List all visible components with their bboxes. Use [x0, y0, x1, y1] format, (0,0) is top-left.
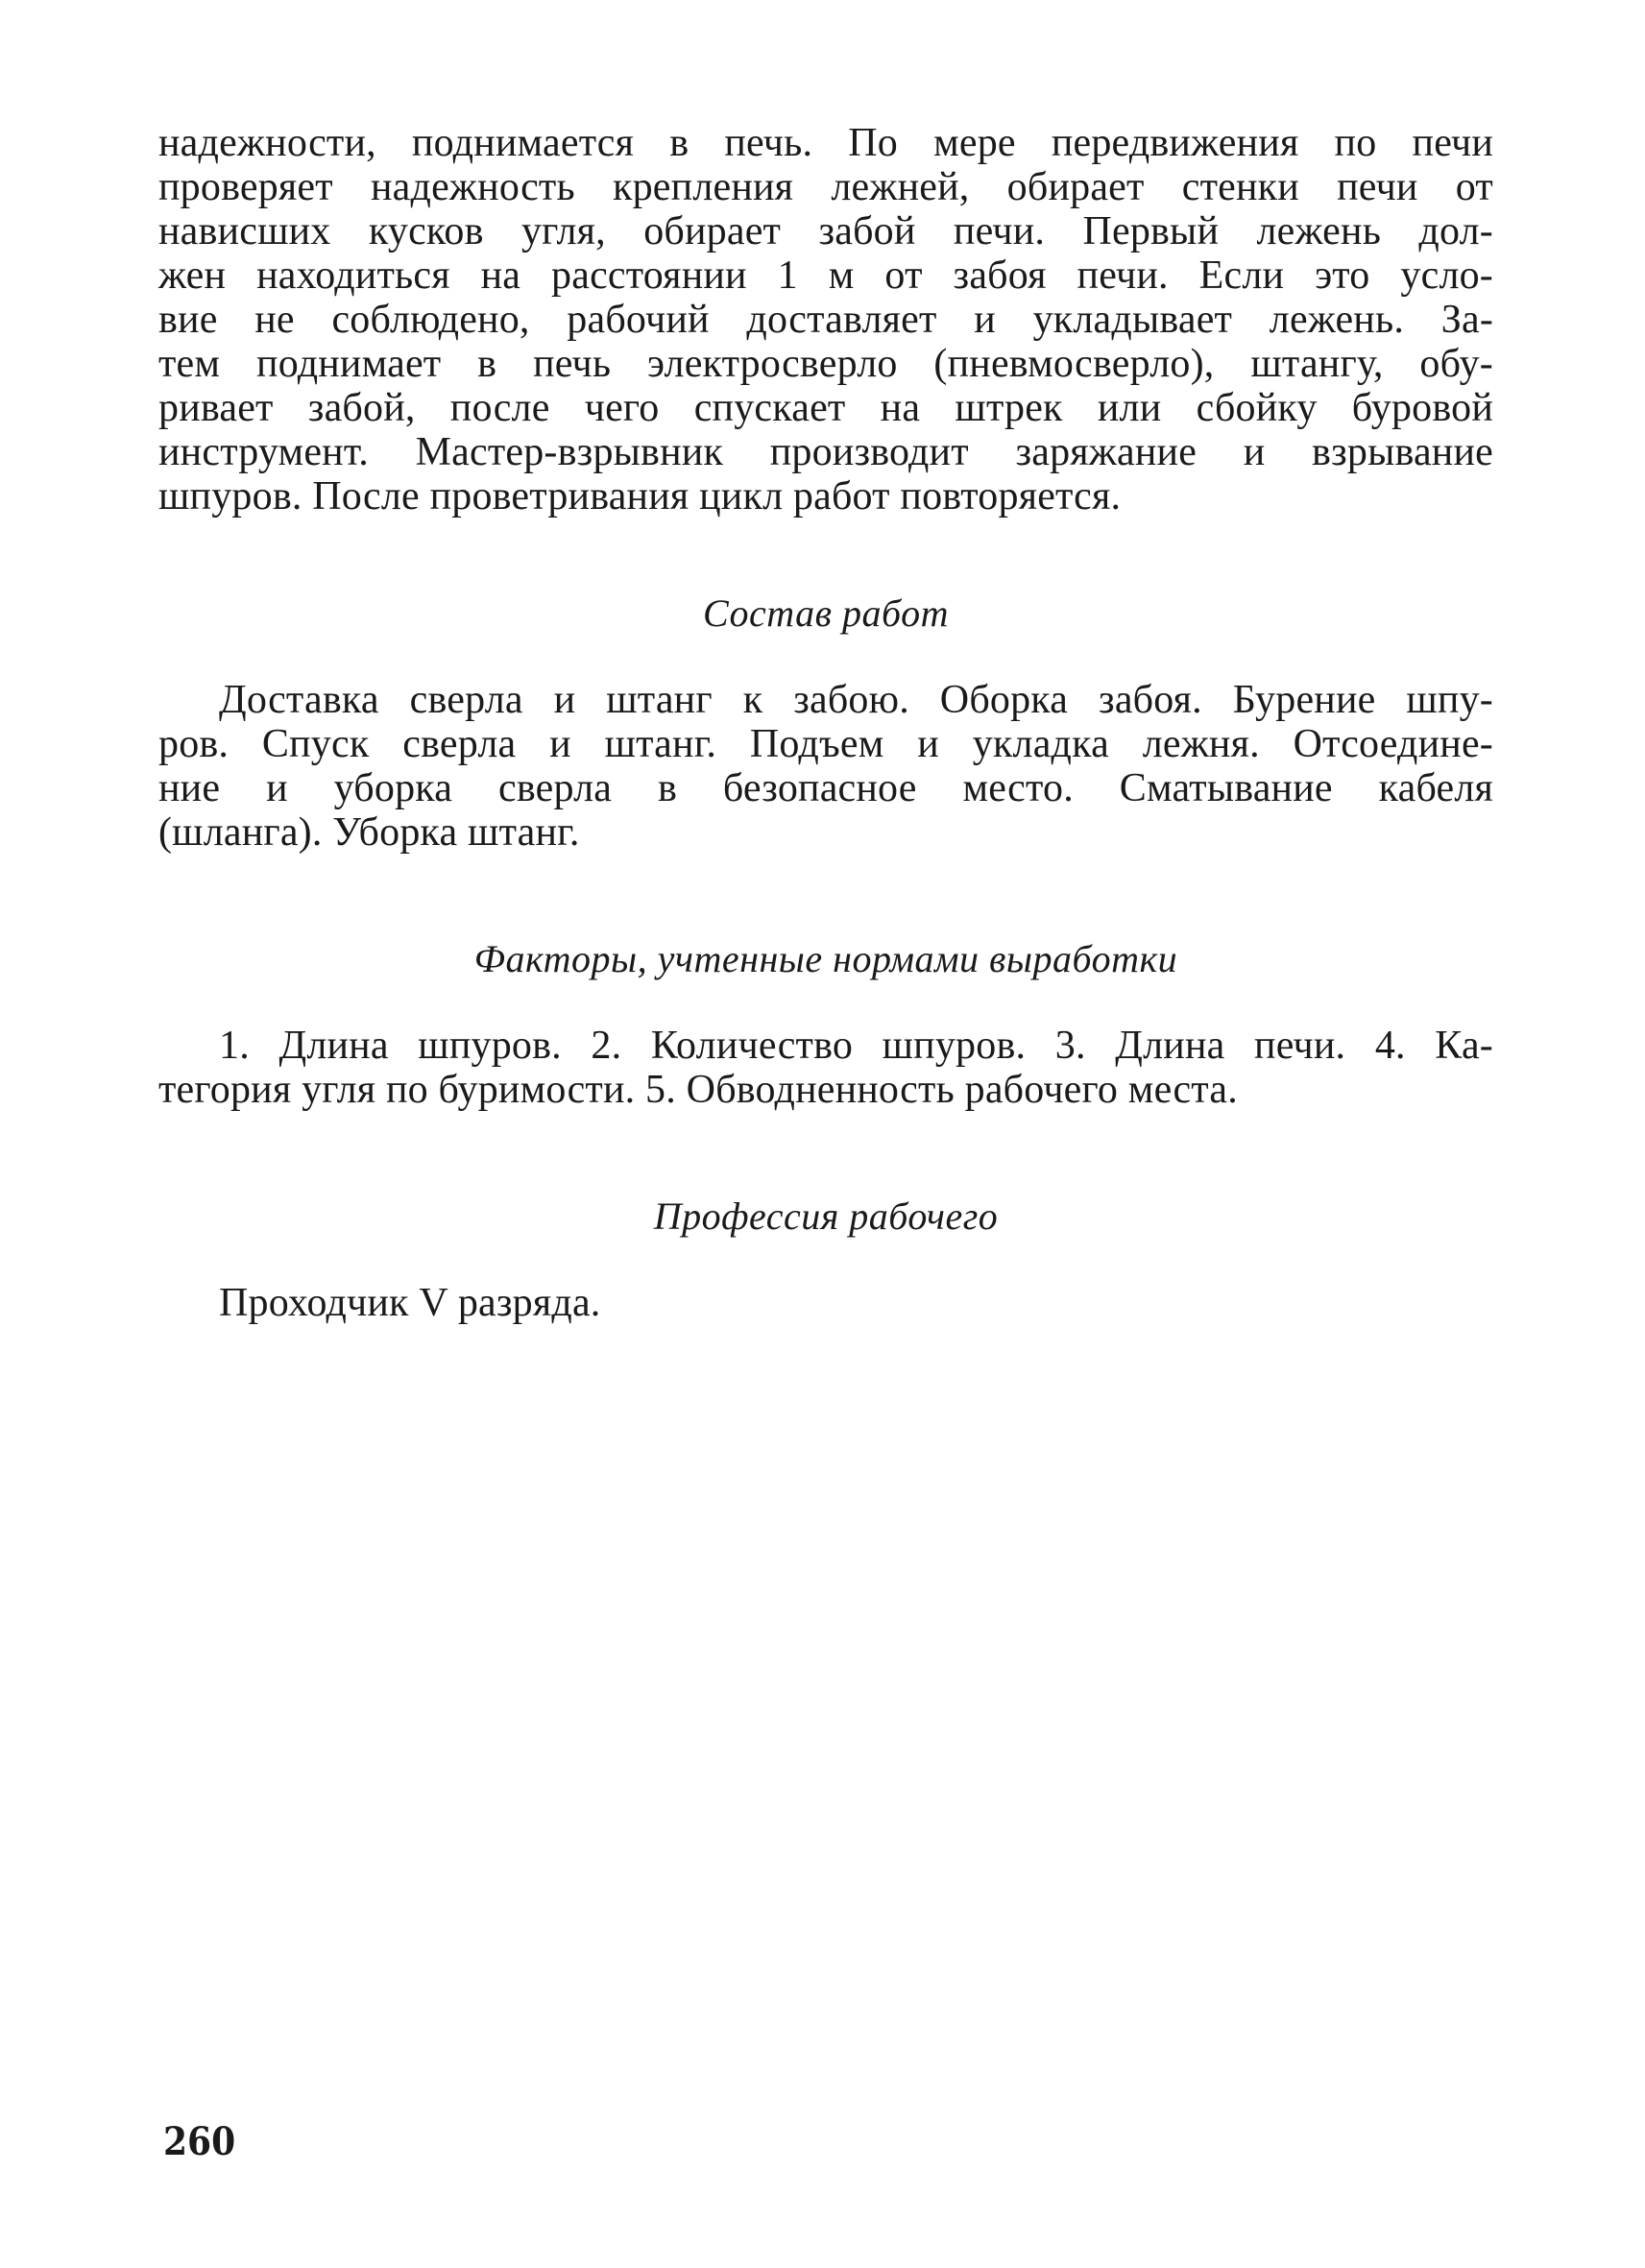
text-line: ров. Спуск сверла и штанг. Подъем и укладка лежня. Отсоедине- — [158, 722, 1493, 766]
text-line: жен находиться на расстоянии 1 м от забоя печи. Если это усло- — [158, 253, 1493, 298]
text-line: тегория угля по буримости. 5. Обводненность рабочего места. — [158, 1068, 1238, 1112]
text-line: 1. Длина шпуров. 2. Количество шпуров. 3. Длина печи. 4. Ка- — [219, 1024, 1493, 1068]
text-line: вие не соблюдено, рабочий доставляет и укладывает лежень. За- — [158, 298, 1493, 342]
text-line: тем поднимает в печь электросверло (пневмосверло), штангу, обу- — [158, 342, 1493, 386]
text-line: инструмент. Мастер-взрывник производит заряжание и взрывание — [158, 430, 1493, 474]
page-number: 260 — [163, 2119, 236, 2164]
text-line: Доставка сверла и штанг к забою. Оборка забоя. Бурение шпу- — [219, 678, 1493, 722]
section-heading-profession: Профессия рабочего — [653, 1194, 999, 1238]
section-heading-factors: Факторы, учтенные нормами выработки — [473, 937, 1178, 980]
text-line: шпуров. После проветривания цикл работ повторяется. — [158, 474, 1122, 519]
text-line: ние и уборка сверла в безопасное место. Сматывание кабеля — [158, 766, 1493, 810]
text-line: надежности, поднимается в печь. По мере передвижения по печи — [158, 121, 1493, 165]
text-line: Проходчик V разряда. — [219, 1281, 601, 1325]
section-heading-work: Состав работ — [703, 591, 949, 635]
text-line: ривает забой, после чего спускает на штрек или сбойку буровой — [158, 386, 1493, 430]
text-line: (шланга). Уборка штанг. — [158, 810, 580, 855]
text-line: проверяет надежность крепления лежней, обирает стенки печи от — [158, 165, 1493, 209]
text-line: нависших кусков угля, обирает забой печи. Первый лежень дол- — [158, 209, 1493, 253]
